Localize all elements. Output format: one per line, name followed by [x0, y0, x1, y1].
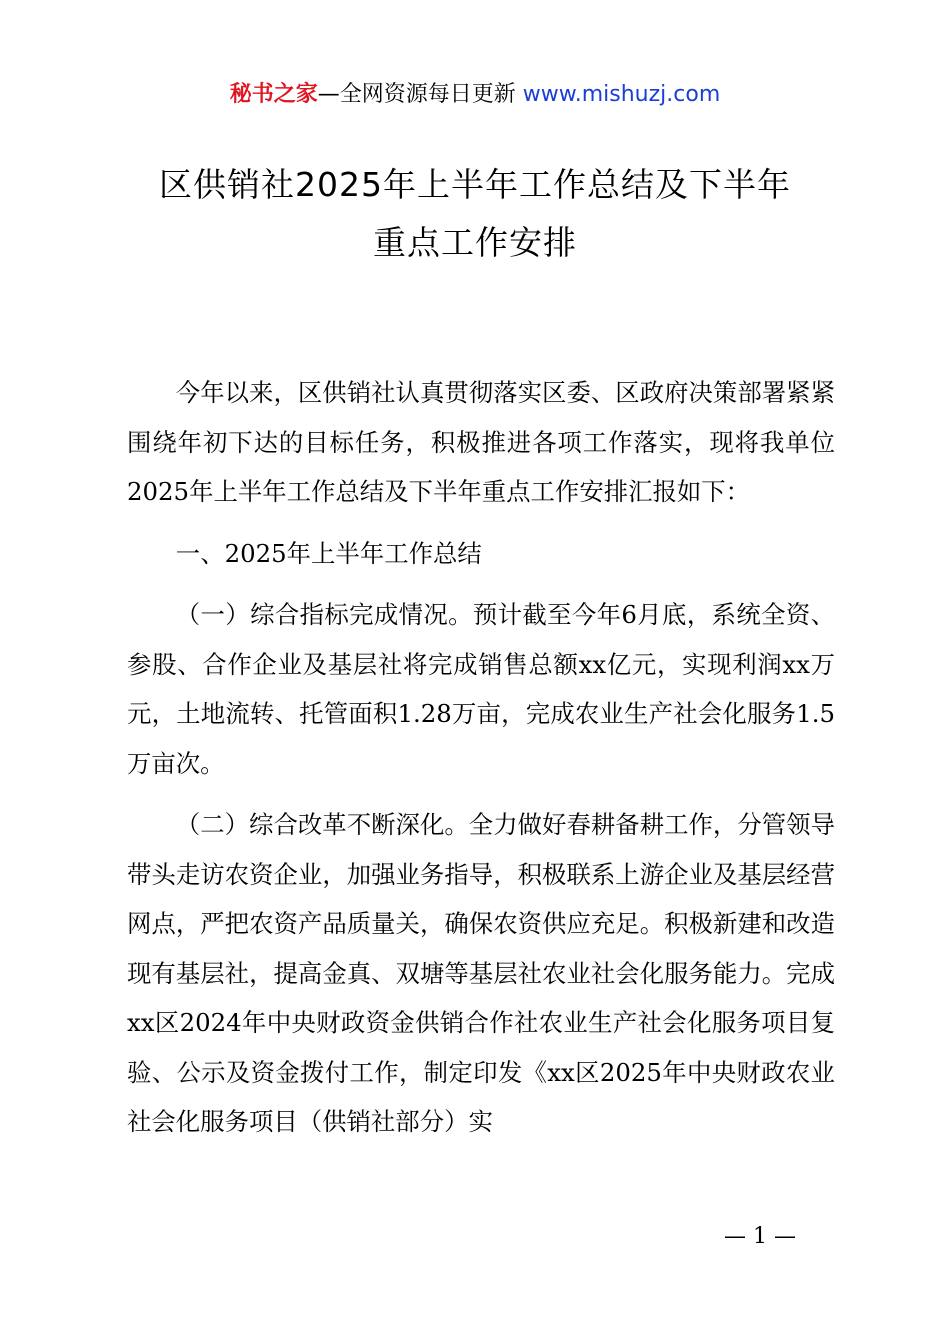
- document-body: [127, 368, 835, 1159]
- paragraph-indicators: （一）综合指标完成情况。预计截至今年6月底，系统全资、参股、合作企业及基层社将完成销售总额xx亿元，实现利润xx万元，土地流转、托管面积1.28万亩，完成农业生产社会化服务1.5万亩次。: [127, 600, 835, 778]
- document-title-line-2: 重点工作安排: [373, 223, 577, 262]
- site-brand: 秘书之家: [229, 82, 318, 107]
- site-url-link[interactable]: www.mishuzj.com: [522, 82, 721, 107]
- site-banner: [0, 78, 950, 112]
- document-title: [90, 156, 860, 272]
- section-heading: 一、2025年上半年工作总结: [175, 538, 482, 568]
- intro-paragraph: 今年以来，区供销社认真贯彻落实区委、区政府决策部署紧紧围绕年初下达的目标任务，积极推进各项工作落实，现将我单位2025年上半年工作总结及下半年重点工作安排汇报如下：: [127, 378, 835, 506]
- page-number: — 1 —: [724, 1224, 796, 1249]
- document-title-line-1: 区供销社2025年上半年工作总结及下半年: [159, 165, 791, 204]
- site-tagline: —全网资源每日更新: [317, 82, 516, 107]
- paragraph-reform: （二）综合改革不断深化。全力做好春耕备耕工作，分管领导带头走访农资企业，加强业务指导，积极联系上游企业及基层经营网点，严把农资产品质量关，确保农资供应充足。积极新建和改造现有基层社，提高金真、双塘等基层社农业社会化服务能力。完成xx区2024年中央财政资金供销合作社农业生产社会化服务项目复验、公示及资金拨付工作，制定印发《xx区2025年中央财政农业社会化服务项目（供销社部分）实: [127, 810, 835, 1136]
